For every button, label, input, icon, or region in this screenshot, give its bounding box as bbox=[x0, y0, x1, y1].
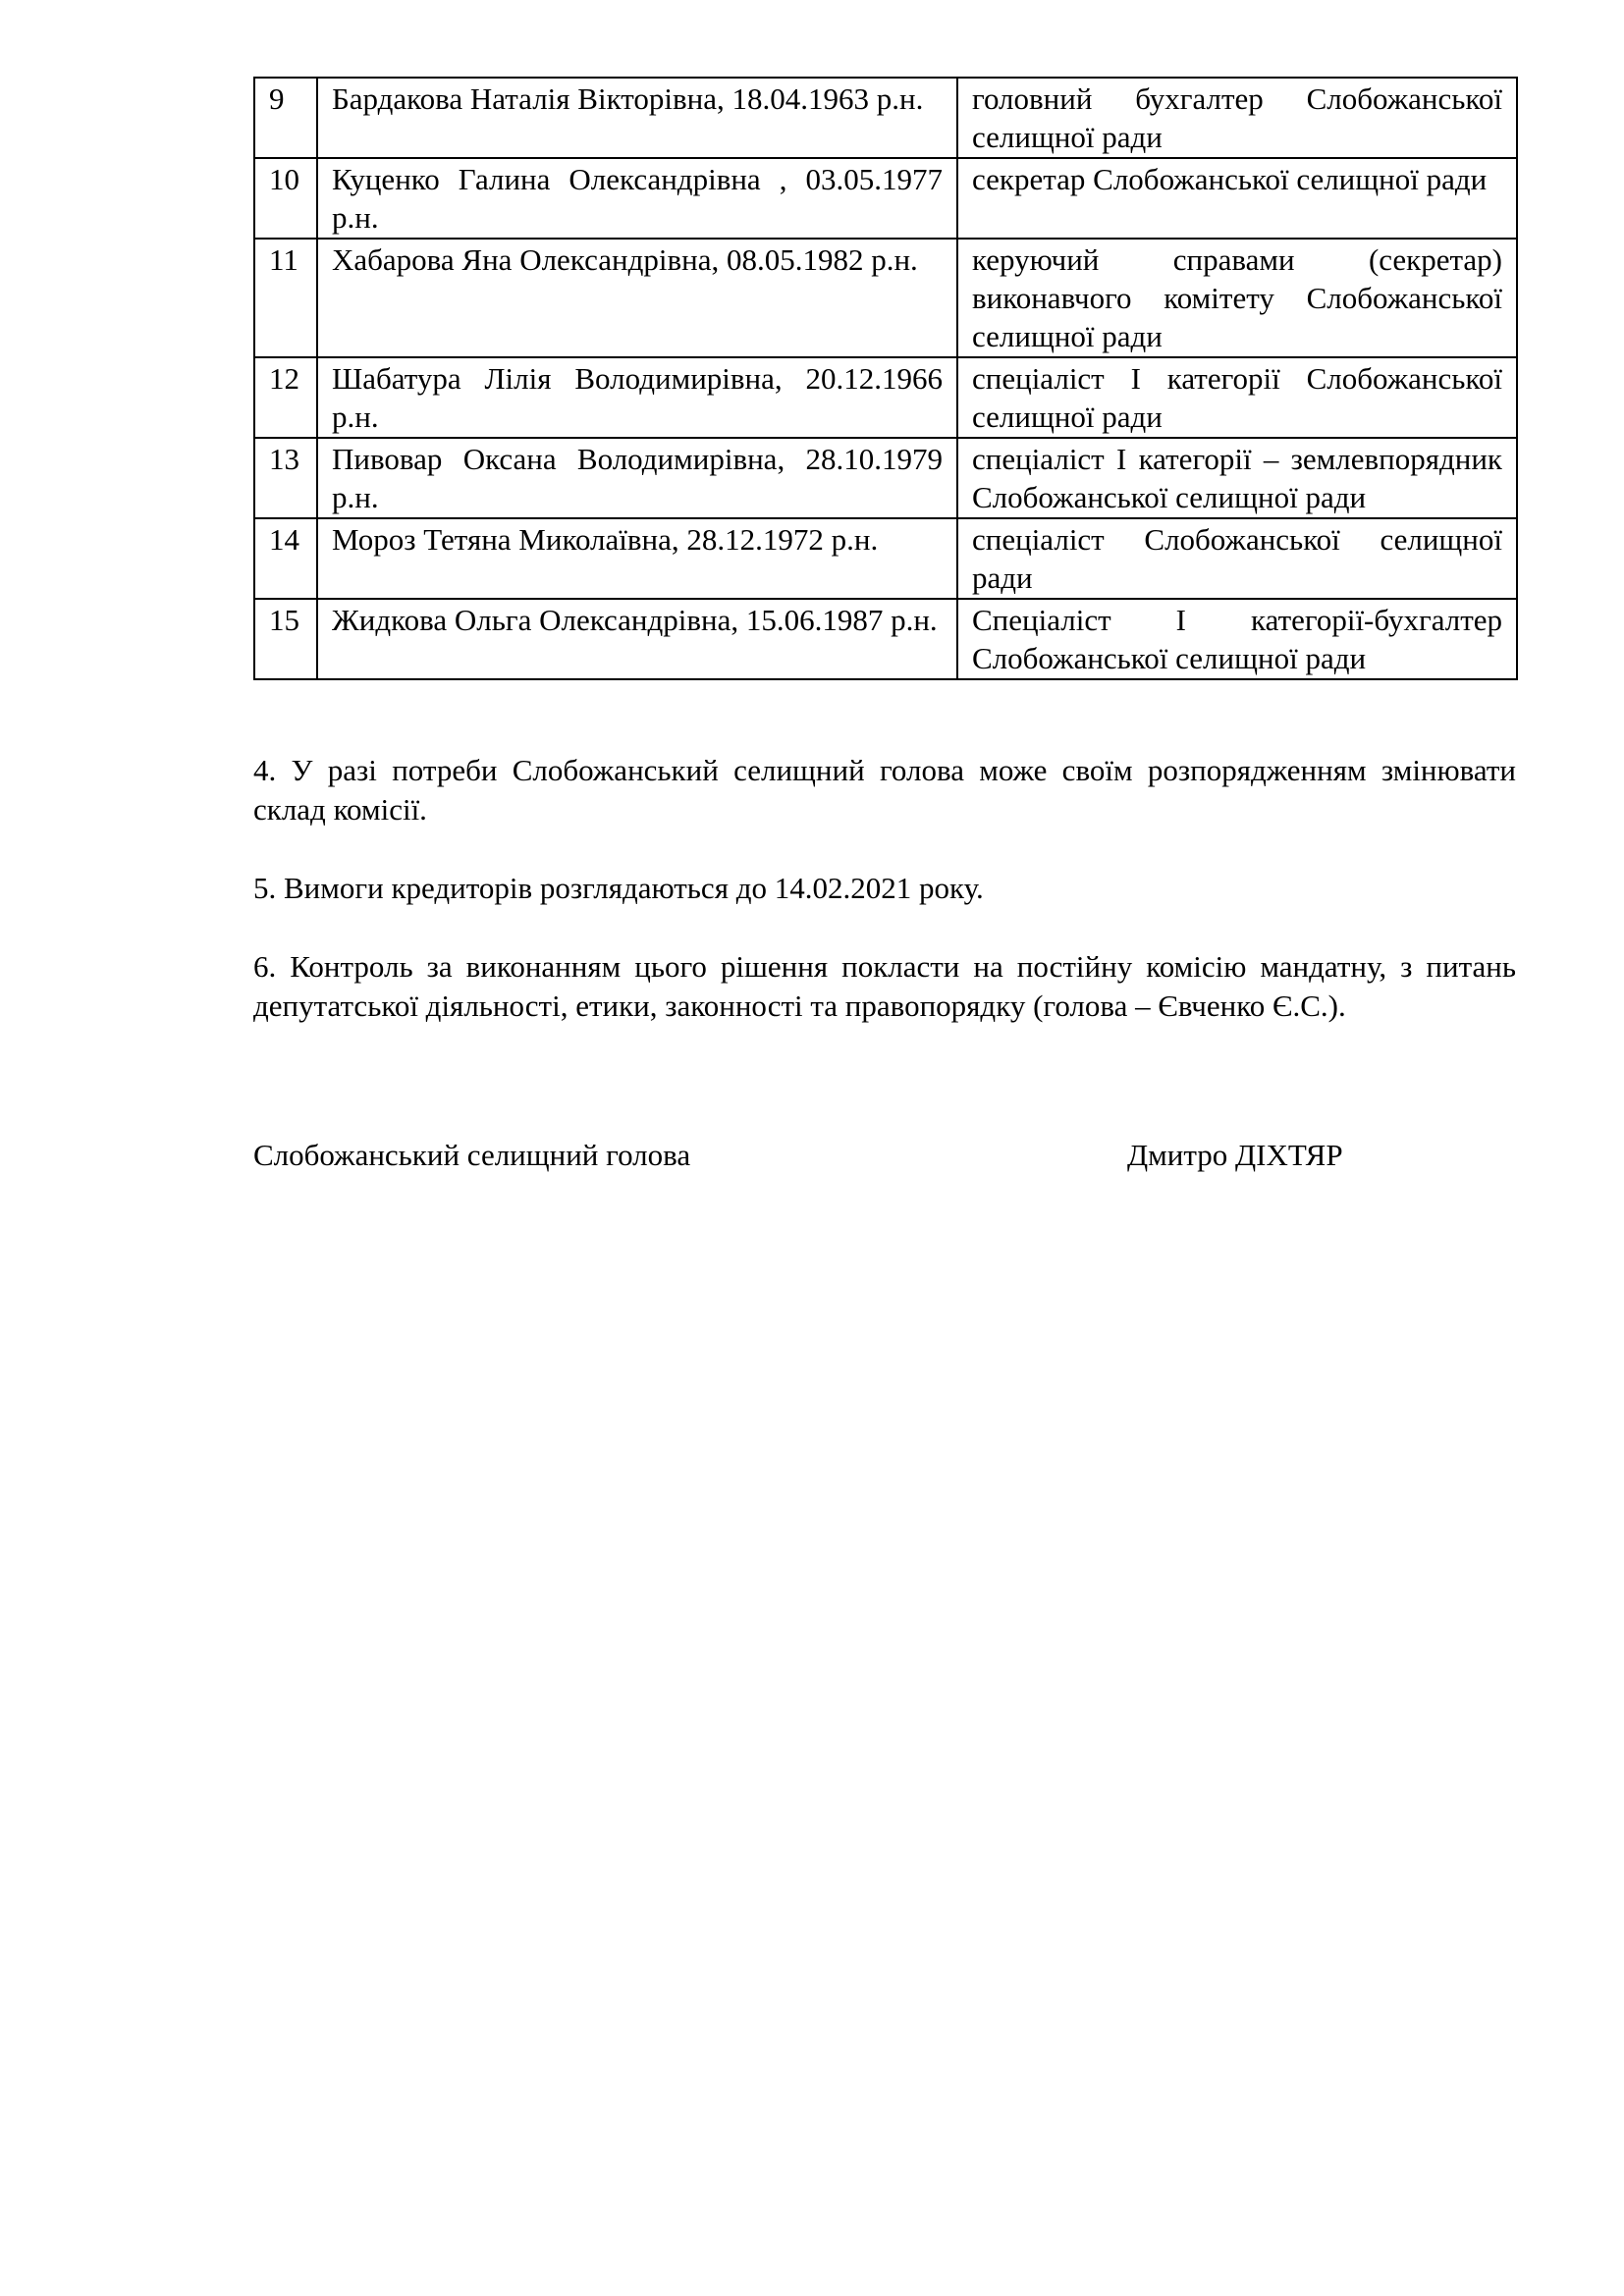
table-row bbox=[254, 78, 1517, 158]
member-name: Бардакова Наталія Вікторівна, 18.04.1963 р.н. bbox=[317, 78, 957, 158]
member-position: спеціаліст Слобожанської селищної ради bbox=[957, 518, 1517, 599]
member-position: спеціаліст І категорії – землевпорядник Слобожанської селищної ради bbox=[957, 438, 1517, 518]
member-position: керуючий справами (секретар) виконавчого комітету Слобожанської селищної ради bbox=[957, 239, 1517, 357]
table-row bbox=[254, 357, 1517, 438]
paragraph-6: 6. Контроль за виконанням цього рішення покласти на постійну комісію мандатну, з питань депутатської діяльності, етики, законності та правопорядку (голова – Євченко Є.С.). bbox=[253, 949, 1516, 1023]
document-page bbox=[253, 77, 1516, 1175]
table-row bbox=[254, 599, 1517, 679]
member-name: Шабатура Лілія Володимирівна, 20.12.1966 р.н. bbox=[317, 357, 957, 438]
member-name: Пивовар Оксана Володимирівна, 28.10.1979 р.н. bbox=[317, 438, 957, 518]
row-number: 11 bbox=[254, 239, 317, 357]
table-row bbox=[254, 438, 1517, 518]
paragraph-5: 5. Вимоги кредиторів розглядаються до 14.02.2021 року. bbox=[253, 871, 984, 905]
member-position: спеціаліст І категорії Слобожанської селищної ради bbox=[957, 357, 1517, 438]
table-row bbox=[254, 158, 1517, 239]
signatory-name: Дмитро ДІХТЯР bbox=[1127, 1138, 1343, 1172]
row-number: 10 bbox=[254, 158, 317, 239]
member-name: Куценко Галина Олександрівна , 03.05.1977 р.н. bbox=[317, 158, 957, 239]
table-row bbox=[254, 518, 1517, 599]
member-name: Жидкова Ольга Олександрівна, 15.06.1987 р.н. bbox=[317, 599, 957, 679]
member-position: Спеціаліст І категорії-бухгалтер Слобожанської селищної ради bbox=[957, 599, 1517, 679]
member-name: Мороз Тетяна Миколаївна, 28.12.1972 р.н. bbox=[317, 518, 957, 599]
table-row bbox=[254, 239, 1517, 357]
paragraph-4: 4. У разі потреби Слобожанський селищний голова може своїм розпорядженням змінювати склад комісії. bbox=[253, 753, 1516, 827]
member-position: головний бухгалтер Слобожанської селищної ради bbox=[957, 78, 1517, 158]
signatory-title: Слобожанський селищний голова bbox=[253, 1138, 691, 1172]
member-name: Хабарова Яна Олександрівна, 08.05.1982 р.н. bbox=[317, 239, 957, 357]
row-number: 15 bbox=[254, 599, 317, 679]
commission-members-table bbox=[253, 77, 1518, 680]
row-number: 13 bbox=[254, 438, 317, 518]
member-position: секретар Слобожанської селищної ради bbox=[957, 158, 1517, 239]
row-number: 14 bbox=[254, 518, 317, 599]
signature-block bbox=[253, 1136, 1516, 1175]
row-number: 12 bbox=[254, 357, 317, 438]
row-number: 9 bbox=[254, 78, 317, 158]
